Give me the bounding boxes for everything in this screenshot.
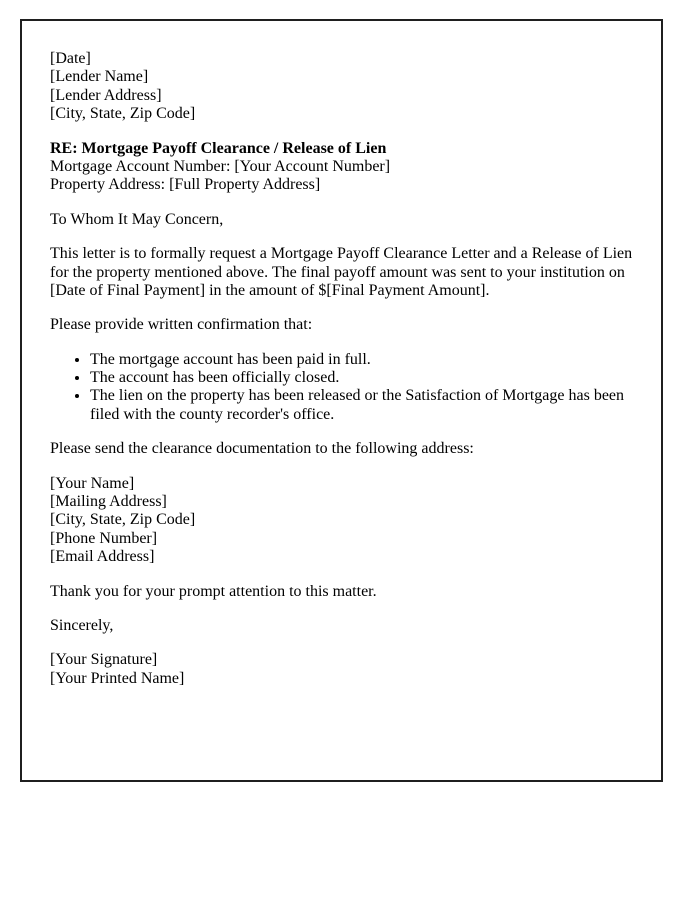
re-subject-line: RE: Mortgage Payoff Clearance / Release of Lien [50,139,387,157]
list-item: • The account has been officially closed. [90,369,633,387]
list-item: • The lien on the property has been released or the Satisfaction of Mortgage has been filed with the county recorder's office. [90,387,633,424]
city-state-zip-line: [City, State, Zip Code] [50,511,196,529]
phone-number-line: [Phone Number] [50,529,158,547]
printed-name-line: [Your Printed Name] [50,669,185,687]
salutation: To Whom It May Concern, [50,210,224,228]
lender-address-block [50,50,633,124]
list-item: • The mortgage account has been paid in full. [90,351,633,369]
signature-block [50,651,633,688]
subject-block [50,140,633,195]
closing-line: Sincerely, [50,616,114,634]
lender-city-state-zip-line: [City, State, Zip Code] [50,105,196,123]
thanks-line: Thank you for your prompt attention to this matter. [50,582,377,600]
send-to-intro: Please send the clearance documentation to the following address: [50,440,474,458]
contact-block [50,475,633,567]
email-address-line: [Email Address] [50,548,155,566]
signature-line: [Your Signature] [50,651,158,669]
confirmation-list [50,351,633,425]
account-number-line: Mortgage Account Number: [Your Account Number] [50,157,391,175]
your-name-line: [Your Name] [50,474,135,492]
lender-address-line: [Lender Address] [50,86,162,104]
date-line: [Date] [50,50,91,67]
lender-name-line: [Lender Name] [50,68,149,86]
mailing-address-line: [Mailing Address] [50,493,167,511]
body-paragraph: This letter is to formally request a Mortgage Payoff Clearance Letter and a Release of Lien for the property mentioned above. The final payoff amount was sent to your institution on [Date of Final Payment] in the amount of $[Final Payment Amount]. [50,245,633,299]
letter-page [20,19,663,782]
property-address-line: Property Address: [Full Property Address] [50,176,321,194]
confirmation-intro: Please provide written confirmation that: [50,316,313,334]
